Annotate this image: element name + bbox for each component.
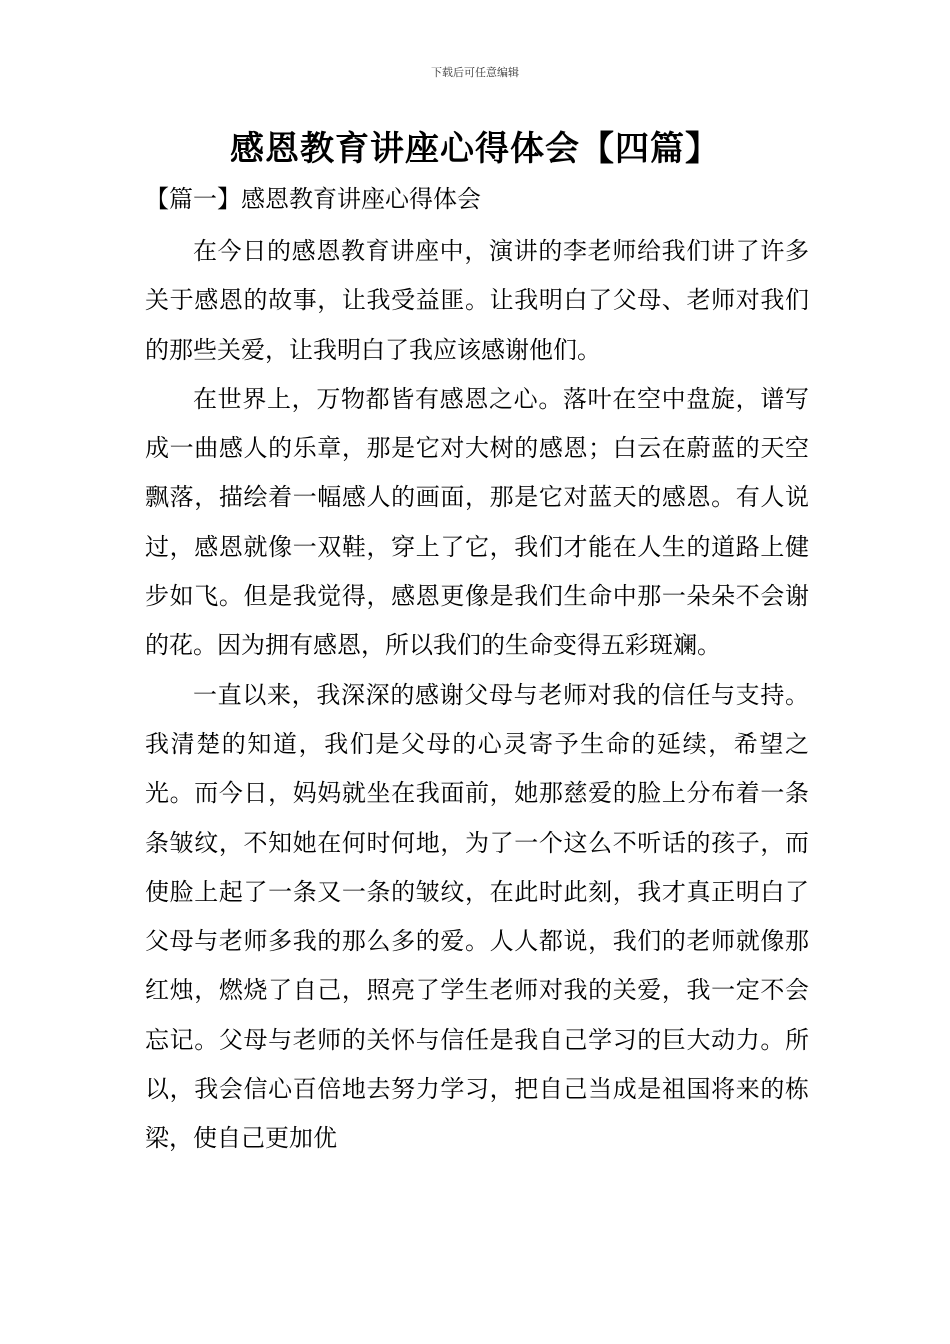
section-heading: 【篇一】感恩教育讲座心得体会 [145,185,481,213]
paragraph-2: 在世界上，万物都皆有感恩之心。落叶在空中盘旋，谱写成一曲感人的乐章，那是它对大树的感恩；白云在蔚蓝的天空飘落，描绘着一幅感人的画面，那是它对蓝天的感恩。有人说过，感恩就像一双鞋，穿上了它，我们才能在人生的道路上健步如飞。但是我觉得，感恩更像是我们生命中那一朵朵不会谢的花。因为拥有感恩，所以我们的生命变得五彩斑斓。 [145,384,809,660]
document-title: 感恩教育讲座心得体会【四篇】 [230,129,720,169]
header-note: 下载后可任意编辑 [431,66,519,79]
document-body [145,227,809,1164]
paragraph-3: 一直以来，我深深的感谢父母与老师对我的信任与支持。我清楚的知道，我们是父母的心灵寄予生命的延续，希望之光。而今日，妈妈就坐在我面前，她那慈爱的脸上分布着一条条皱纹，不知她在何时何地，为了一个这么不听话的孩子，而使脸上起了一条又一条的皱纹，在此时此刻，我才真正明白了父母与老师多我的那么多的爱。人人都说，我们的老师就像那红烛，燃烧了自己，照亮了学生老师对我的关爱，我一定不会忘记。父母与老师的关怀与信任是我自己学习的巨大动力。所以，我会信心百倍地去努力学习，把自己当成是祖国将来的栋梁，使自己更加优 [145,680,809,1153]
paragraph-1: 在今日的感恩教育讲座中，演讲的李老师给我们讲了许多关于感恩的故事，让我受益匪。让我明白了父母、老师对我们的那些关爱，让我明白了我应该感谢他们。 [145,237,809,364]
